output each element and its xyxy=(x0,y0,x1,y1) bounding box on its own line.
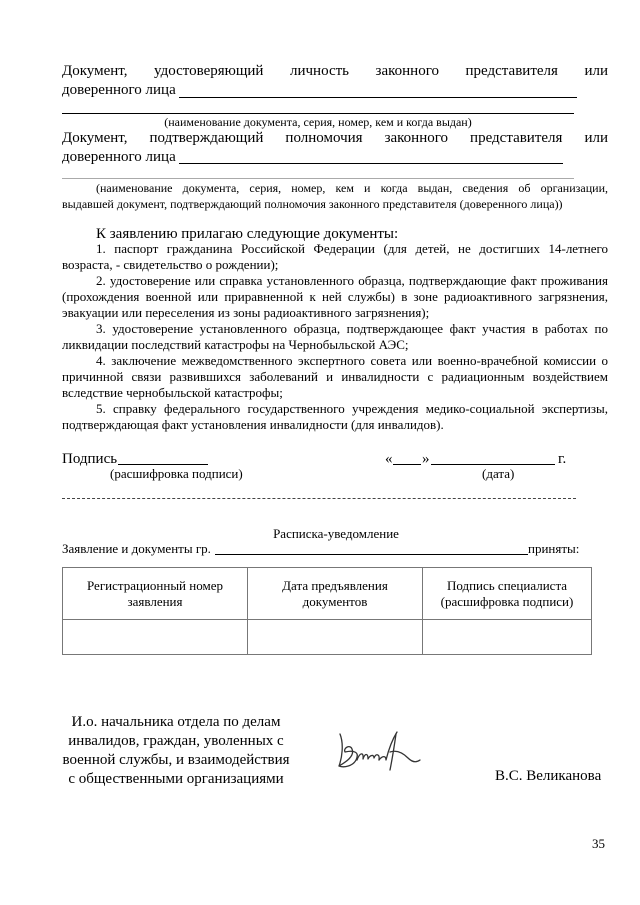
table-header-row xyxy=(63,568,592,620)
date-caption: (дата) xyxy=(482,466,515,481)
date-open-quote: « xyxy=(385,451,393,467)
cell-specialist-signature[interactable] xyxy=(423,620,592,655)
attachment-item-3-line2: ликвидации последствий катастрофы на Чернобыльской АЭС; xyxy=(62,337,409,352)
auth-doc-caption-line2: выдавшей документ, подтверждающий полномочия законного представителя (доверенного лица)) xyxy=(62,197,563,211)
official-position-line2: инвалидов, граждан, уволенных с xyxy=(68,733,284,749)
official-position xyxy=(60,713,292,789)
signature-input-line[interactable] xyxy=(118,464,208,465)
auth-doc-input-line-2[interactable] xyxy=(62,178,574,179)
attachment-item-5-line2: подтверждающая факт установления инвалидности (для инвалидов). xyxy=(62,417,444,432)
receipt-table xyxy=(62,567,592,655)
cell-reg-number[interactable] xyxy=(63,620,248,655)
header-reg-number-line2: заявления xyxy=(127,593,183,609)
receipt-line-suffix: приняты: xyxy=(528,541,580,556)
official-name: В.С. Великанова xyxy=(495,768,602,784)
header-submit-date-line2: документов xyxy=(302,593,368,609)
receipt-line-prefix: Заявление и документы гр. xyxy=(62,541,211,556)
signature-label: Подпись xyxy=(62,451,118,467)
rep-doc-label-line1: Документ, удостоверяющий личность законного представителя или xyxy=(62,63,608,79)
date-month-input[interactable] xyxy=(431,464,555,465)
header-reg-number xyxy=(63,568,248,620)
attachments-heading: К заявлению прилагаю следующие документы: xyxy=(96,226,399,242)
header-reg-number-line1: Регистрационный номер xyxy=(87,577,223,593)
date-day-input[interactable] xyxy=(393,464,421,465)
attachment-item-2-line3: эвакуации или переселения из зоны радиоактивного загрязнения); xyxy=(62,305,430,320)
attachment-item-3-line1: 3. удостоверение установленного образца, подтверждающее факт участия в работах по xyxy=(96,321,608,336)
attachment-item-1-line1: 1. паспорт гражданина Российской Федерации (для детей, не достигших 14-летнего xyxy=(96,241,608,256)
attachment-item-2-line1: 2. удостоверение или справка установленного образца, подтверждающие факт проживания xyxy=(96,273,608,288)
header-specialist-signature-line2: (расшифровка подписи) xyxy=(440,593,574,609)
header-submit-date-line1: Дата предъявления xyxy=(282,577,388,593)
date-close-quote: » xyxy=(422,451,430,467)
auth-doc-label-line2: доверенного лица xyxy=(62,149,176,165)
auth-doc-input-line[interactable] xyxy=(179,163,563,164)
official-position-line3: военной службы, и взаимодействия xyxy=(62,752,290,768)
attachment-item-2-line2: (прохождения военной или приравненной к ней службы) в зоне радиоактивного загрязнения, xyxy=(62,289,608,304)
signature-caption: (расшифровка подписи) xyxy=(110,466,243,481)
auth-doc-label-line1: Документ, подтверждающий полномочия законного представителя или xyxy=(62,130,608,146)
rep-doc-input-line[interactable] xyxy=(179,97,577,98)
attachment-item-4-line1: 4. заключение межведомственного экспертного совета или военно-врачебной комиссии о xyxy=(96,353,608,368)
cell-submit-date[interactable] xyxy=(248,620,423,655)
attachment-item-4-line2: причинной связи развившихся заболеваний и инвалидности с радиационным воздействием xyxy=(62,369,608,384)
receipt-title: Расписка-уведомление xyxy=(273,526,399,541)
date-year-suffix: г. xyxy=(558,451,567,467)
cut-line xyxy=(62,498,576,499)
attachment-item-1-line2: возраста, - свидетельство о рождении); xyxy=(62,257,279,272)
rep-doc-input-line-2[interactable] xyxy=(62,113,574,114)
header-submit-date xyxy=(248,568,423,620)
header-specialist-signature-line1: Подпись специалиста xyxy=(446,577,568,593)
handwritten-signature-image xyxy=(330,722,425,774)
official-position-line1: И.о. начальника отдела по делам xyxy=(71,714,281,730)
auth-doc-caption-line1: (наименование документа, серия, номер, кем и когда выдан, сведения об организации, xyxy=(96,181,608,195)
rep-doc-caption: (наименование документа, серия, номер, кем и когда выдан) xyxy=(164,115,472,129)
attachment-item-5-line1: 5. справку федерального государственного учреждения медико-социальной экспертизы, xyxy=(96,401,608,416)
attachments-list xyxy=(62,241,608,433)
header-specialist-signature xyxy=(423,568,592,620)
official-position-line4: с общественными организациями xyxy=(68,771,284,787)
table-row xyxy=(63,620,592,655)
rep-doc-label-line2: доверенного лица xyxy=(62,82,176,98)
receipt-name-input[interactable] xyxy=(215,554,528,555)
attachment-item-4-line3: вследствие чернобыльской катастрофы; xyxy=(62,385,283,400)
page-number: 35 xyxy=(592,836,605,851)
